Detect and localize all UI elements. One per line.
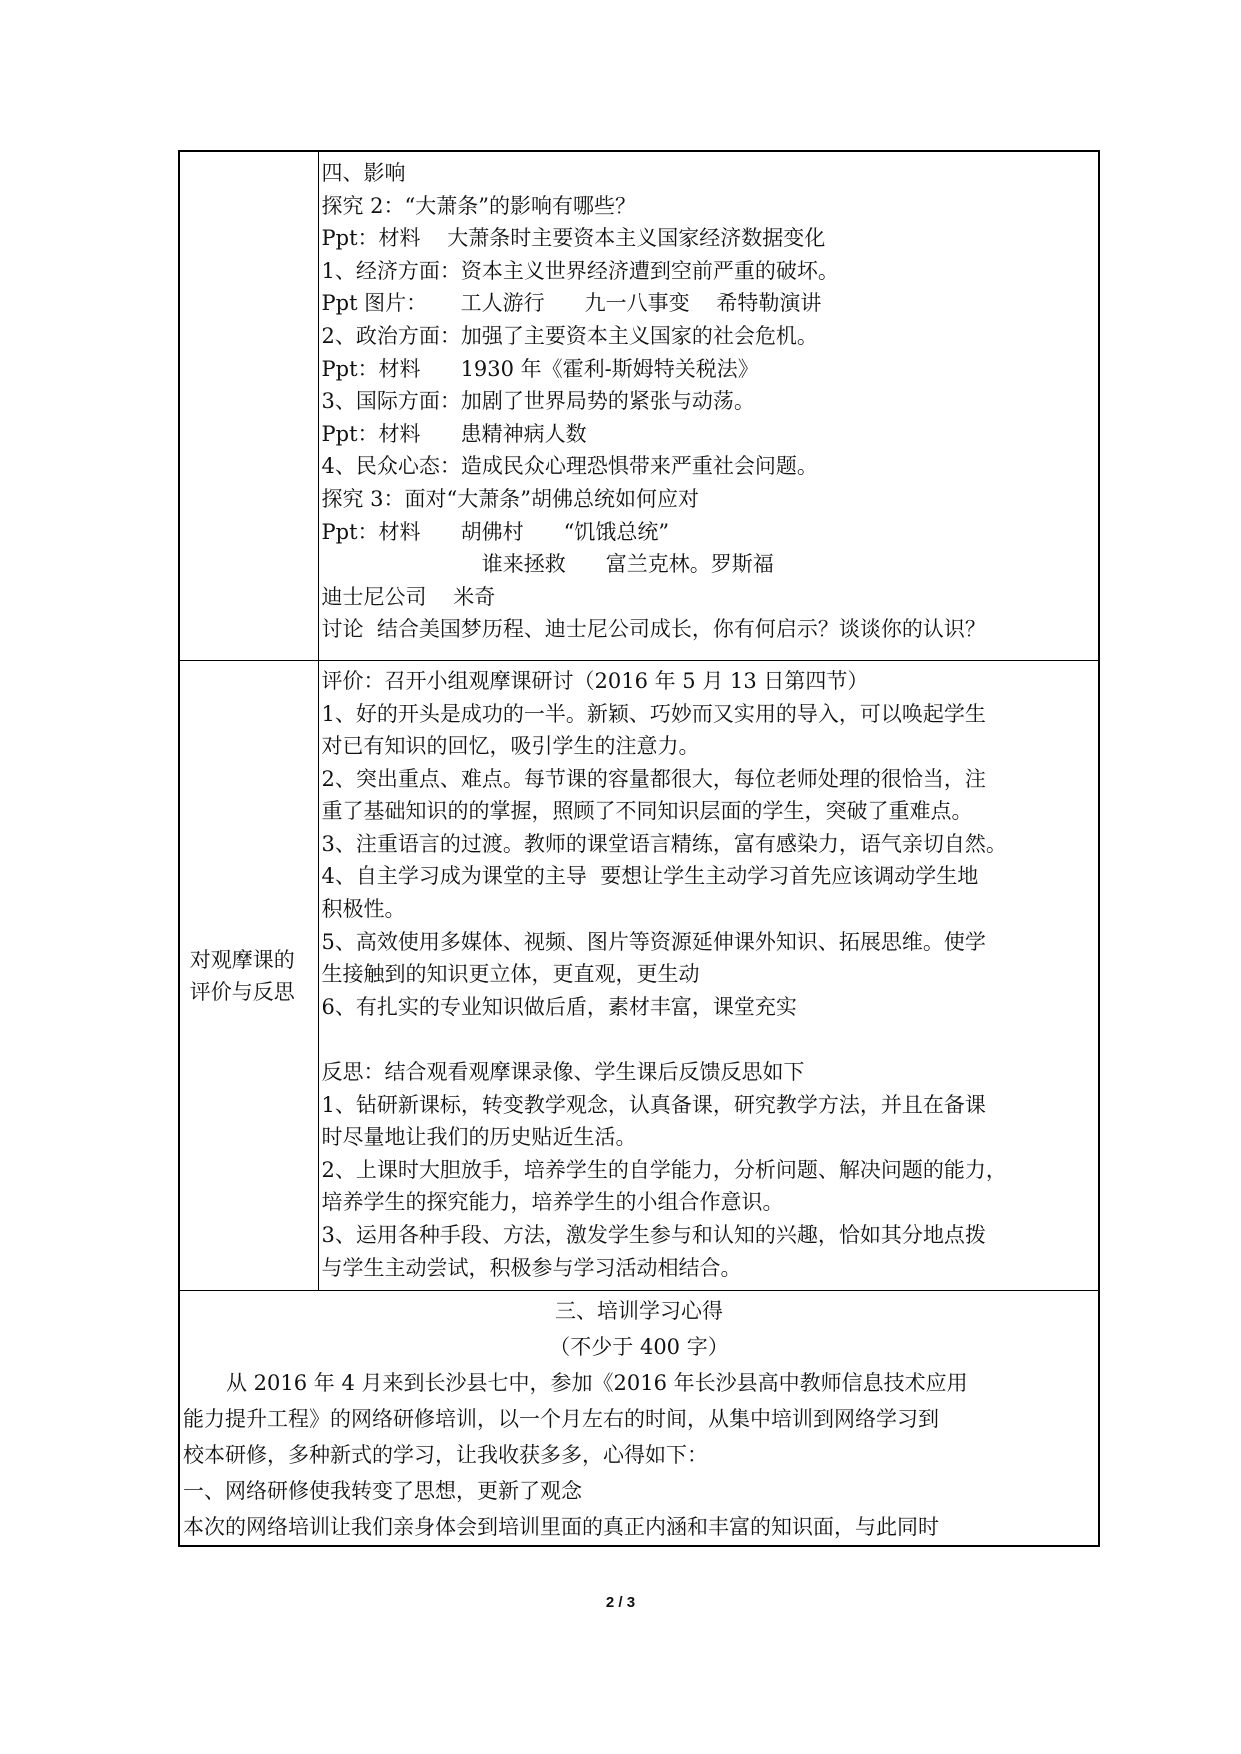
evaluation-text-line: 生接触到的知识更立体，更直观，更生动: [321, 962, 700, 987]
evaluation-label-cell: [179, 660, 318, 1290]
training-content-cell: [179, 1291, 1099, 1547]
impact-text-line: Ppt：材料 大萧条时主要资本主义国家经济数据变化: [321, 226, 826, 251]
impact-content-cell: [318, 151, 1099, 660]
evaluation-text-line: 3、运用各种手段、方法，激发学生参与和认知的兴趣，恰如其分地点拨: [321, 1223, 986, 1247]
impact-text-line: Ppt：材料 胡佛村 “饥饿总统”: [321, 519, 670, 544]
impact-text-line: Ppt：材料 1930 年《霍利-斯姆特关税法》: [321, 356, 759, 381]
evaluation-row: [179, 660, 1099, 1290]
training-last-line: 本次的网络培训让我们亲身体会到培训里面的真正内涵和丰富的知识面，与此同时: [183, 1515, 939, 1540]
page-number: 2 / 3: [605, 1594, 636, 1611]
evaluation-text-line: 2、上课时大胆放手，培养学生的自学能力，分析问题、解决问题的能力，: [321, 1157, 1007, 1182]
evaluation-text-line: 4、自主学习成为课堂的主导 要想让学生主动学习首先应该调动学生地: [321, 864, 979, 889]
evaluation-text-line: 5、高效使用多媒体、视频、图片等资源延伸课外知识、拓展思维。使学: [321, 929, 986, 954]
training-subtitle: （不少于 400 字）: [549, 1335, 729, 1360]
impact-text-line: 4、民众心态：造成民众心理恐惧带来严重社会问题。: [321, 454, 818, 479]
impact-text-line: 四、影响: [321, 161, 406, 185]
impact-row: [179, 151, 1099, 660]
training-paragraph-line: 能力提升工程》的网络研修培训，以一个月左右的时间，从集中培训到网络学习到: [183, 1407, 939, 1432]
evaluation-text-line: 1、钻研新课标，转变教学观念，认真备课，研究教学方法，并且在备课: [321, 1092, 986, 1117]
evaluation-label: 对观摩课的评价与反思: [189, 947, 295, 1004]
impact-text-line: 2、政治方面：加强了主要资本主义国家的社会危机。: [321, 323, 818, 348]
training-paragraph-line: 校本研修，多种新式的学习，让我收获多多，心得如下：: [183, 1443, 708, 1468]
form-table: [178, 150, 1100, 1547]
impact-text-line: 1、经济方面：资本主义世界经济遭到空前严重的破坏。: [321, 258, 839, 283]
impact-text-line: 讨论 结合美国梦历程、迪士尼公司成长，你有何启示？谈谈你的认识？: [321, 617, 986, 642]
training-paragraph-line: 从 2016 年 4 月来到长沙县七中，参加《2016 年长沙县高中教师信息技术应用: [226, 1371, 968, 1396]
training-title: 三、培训学习心得: [555, 1299, 723, 1324]
evaluation-text-line: 时尽量地让我们的历史贴近生活。: [321, 1125, 637, 1150]
impact-text-line: 3、国际方面：加剧了世界局势的紧张与动荡。: [321, 389, 755, 414]
impact-label-cell: [179, 151, 318, 660]
impact-text-line: 探究 3：面对“大萧条”胡佛总统如何应对: [321, 486, 700, 511]
evaluation-text-line: 评价：召开小组观摩课研讨（2016 年 5 月 13 日第四节）: [321, 668, 869, 693]
evaluation-text-line: 6、有扎实的专业知识做后盾，素材丰富，课堂充实: [321, 994, 797, 1019]
impact-text-line: Ppt 图片： 工人游行 九一八事变 希特勒演讲: [321, 291, 822, 316]
evaluation-text-line: [319, 1023, 1099, 1056]
evaluation-text-line: 培养学生的探究能力，培养学生的小组合作意识。: [321, 1190, 784, 1215]
training-heading: 一、网络研修使我转变了思想，更新了观念: [183, 1479, 582, 1504]
evaluation-text-line: 对已有知识的回忆，吸引学生的注意力。: [321, 734, 700, 759]
evaluation-text-line: 与学生主动尝试，积极参与学习活动相结合。: [321, 1255, 742, 1280]
evaluation-text-line: 1、好的开头是成功的一半。新颖、巧妙而又实用的导入，可以唤起学生: [321, 701, 986, 726]
evaluation-text-line: 2、突出重点、难点。每节课的容量都很大，每位老师处理的很恰当，注: [321, 766, 986, 791]
impact-text-line: 迪士尼公司 米奇: [321, 584, 496, 609]
evaluation-text-line: 积极性。: [321, 897, 406, 922]
evaluation-content-cell: [318, 660, 1099, 1290]
impact-text-line: Ppt：材料 患精神病人数: [321, 421, 587, 446]
impact-text-line: 探究 2：“大萧条”的影响有哪些？: [321, 193, 637, 218]
impact-text-line: 谁来拯救 富兰克林。罗斯福: [321, 552, 774, 577]
training-row: [179, 1291, 1099, 1547]
evaluation-text-line: 3、注重语言的过渡。教师的课堂语言精练，富有感染力，语气亲切自然。: [321, 831, 1007, 856]
evaluation-text-line: 反思：结合观看观摩课录像、学生课后反馈反思如下: [321, 1060, 805, 1085]
evaluation-text-line: 重了基础知识的的掌握，照顾了不同知识层面的学生，突破了重难点。: [321, 799, 973, 824]
